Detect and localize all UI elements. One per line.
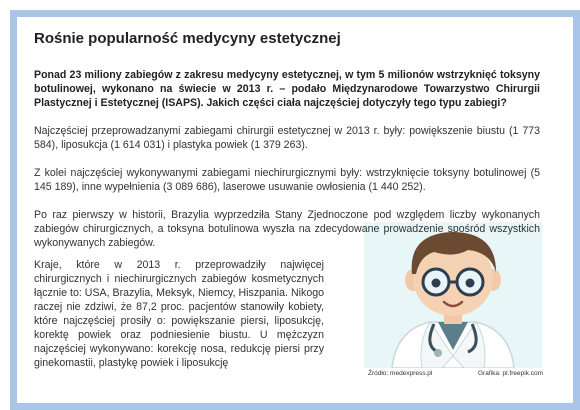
paragraph-surgical: Najczęściej przeprowadzanymi zabiegami chirurgii estetycznej w 2013 r. były: powiększenie biustu (1 773 584), liposukcja (1 614 031) i plastyka powiek (1 379 263). [34,125,540,151]
paragraph-countries: Kraje, które w 2013 r. przeprowadziły najwięcej chirurgicznych i niechirurgicznych zabiegów kosmetycznych łącznie to: USA, Brazylia, Meksyk, Niemcy, Hiszpania. Nikogo raczej nie zdziwi, że 87,2 proc. pacjentów stanowiły kobiety, które najczęściej prosiły o: powiększanie piersi, liposukcję, korektę powiek oraz podniesienie biustu. U mężczyzn najczęściej wykonywano: korekcję nosa, redukcję piersi przy ginekomastii, plastykę powiek i liposukcję [34,259,324,369]
graphic-credit: Grafika: pl.freepik.com [478,370,544,377]
lead-paragraph: Ponad 23 miliony zabiegów z zakresu medycyny estetycznej, w tym 5 milionów wstrzyknięć toksyny botulinowej, wykonano na świecie w 2013 r. – podało Międzynarodowe Towarzystwo Chirurgii Plastycznej i Estetycznej (ISAPS). Jakich części ciała najczęściej dotyczyły tego typu zabiegi? [34,69,540,109]
paragraph-nonsurgical: Z kolei najczęściej wykonywanymi zabiegami niechirurgicznymi były: wstrzyknięcie toksyny botulinowej (5 145 189), inne wypełnienia (3 089 686), laserowe usuwanie owłosienia (1 440 252). [34,167,540,193]
page-title: Rośnie popularność medycyny estetycznej [34,30,341,47]
source-credit: Źródło: medexpress.pl [368,370,433,377]
paragraph-brazil: Po raz pierwszy w historii, Brazylia wyprzedziła Stany Zjednoczone pod względem liczby wykonanych zabiegów chirurgicznych, a toksyna botulinowa wyszła na zdecydowane prowadzenie spośród wszystkich wykonywanych zabiegów. [34,209,540,249]
